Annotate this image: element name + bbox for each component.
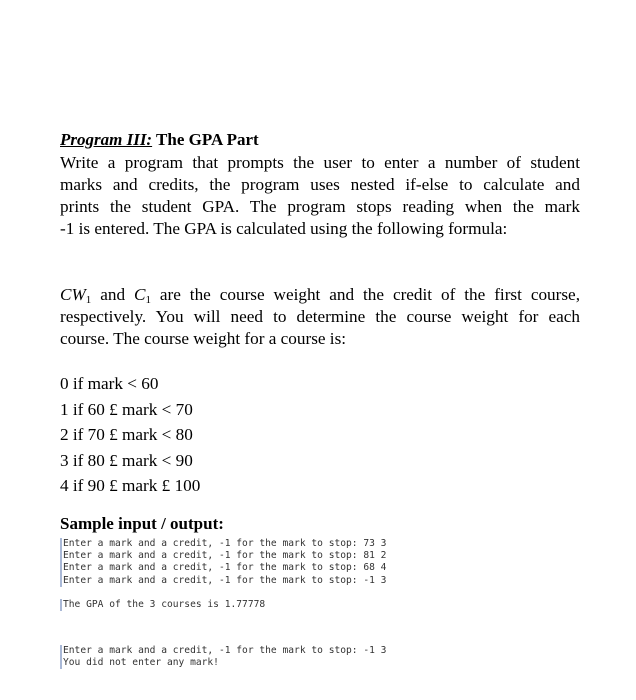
- console-line: Enter a mark and a credit, -1 for the mark to stop: -1 3: [63, 645, 387, 656]
- weight-rule: 1 if 60 £ mark < 70: [60, 399, 193, 419]
- console-output-run2: [60, 645, 386, 669]
- weight-rule: 0 if mark < 60: [60, 374, 159, 393]
- console-line: Enter a mark and a credit, -1 for the mark to stop: 73 3: [63, 538, 387, 549]
- console-line: You did not enter any mark!: [63, 657, 219, 669]
- console-output-run1-result: [60, 599, 265, 611]
- console-line: Enter a mark and a credit, -1 for the mark to stop: 68 4: [63, 562, 387, 574]
- course-weight-list: [60, 371, 200, 499]
- c-symbol: C: [133, 285, 146, 304]
- cw-symbol: CW: [60, 285, 86, 304]
- sample-heading: Sample input / output:: [60, 514, 224, 533]
- intro-paragraph: [60, 152, 580, 240]
- program-label: Program III:: [60, 130, 153, 149]
- cw-subscript: 1: [85, 294, 92, 306]
- console-line: The GPA of the 3 courses is 1.77778: [63, 599, 266, 610]
- weight-rule: 2 if 70 £ mark < 80: [60, 425, 193, 444]
- weight-rule: 3 if 80 £ mark < 90: [60, 450, 193, 470]
- console-output-run1: [60, 538, 386, 587]
- and-text: and: [91, 285, 134, 304]
- explanation-line-3: course. The course weight for a course is:: [60, 329, 347, 348]
- console-line: Enter a mark and a credit, -1 for the mark to stop: 81 2: [63, 550, 387, 562]
- program-title: [60, 130, 259, 150]
- explanation-line-2: respectively. You will need to determine the course weight for each: [60, 307, 580, 326]
- explanation-paragraph: [60, 284, 580, 350]
- explanation-line-1: [60, 284, 580, 306]
- weight-rule: 4 if 90 £ mark £ 100: [60, 476, 201, 495]
- intro-line: Write a program that prompts the user to enter a number of student: [60, 153, 580, 172]
- explanation-line-1-rest: are the course weight and the credit of the first course,: [150, 285, 580, 304]
- program-name: The GPA Part: [152, 130, 259, 149]
- c-subscript: 1: [145, 294, 151, 306]
- intro-line: marks and credits, the program uses nested if-else to calculate and: [60, 175, 580, 194]
- intro-line: prints the student GPA. The program stops reading when the mark: [60, 197, 580, 216]
- intro-line: -1 is entered. The GPA is calculated using the following formula:: [60, 219, 508, 238]
- console-line: Enter a mark and a credit, -1 for the mark to stop: -1 3: [63, 574, 387, 586]
